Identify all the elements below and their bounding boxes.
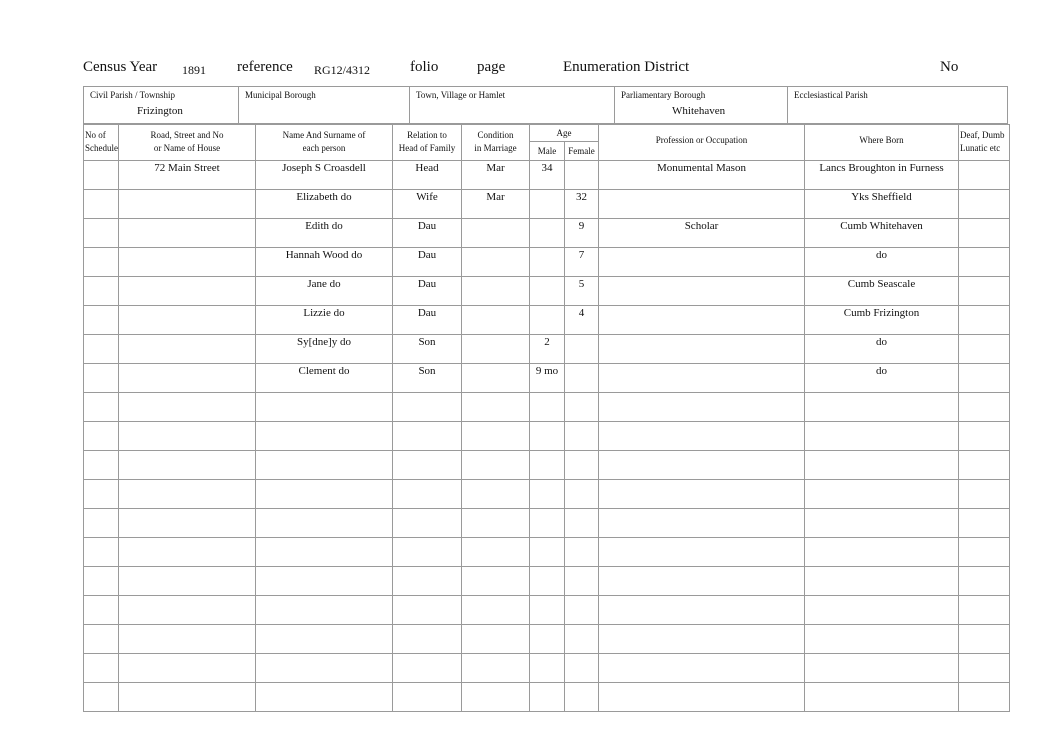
cell-condition [462,277,530,306]
cell-born: Cumb Frizington [805,306,959,335]
col-relation-line1: Relation to [407,130,447,140]
cell-condition [462,248,530,277]
col-male-header: Male [530,142,565,161]
cell-relation: Dau [393,306,462,335]
cell-street [119,335,256,364]
cell-name [256,596,393,625]
cell-deaf [959,306,1010,335]
enumeration-district-label: Enumeration District [563,59,690,75]
cell-name: Clement do [256,364,393,393]
cell-street [119,683,256,712]
cell-female [565,161,599,190]
civil-parish-cell [84,87,239,123]
cell-street [119,277,256,306]
cell-female [565,393,599,422]
table-row [84,538,1010,567]
cell-profession [599,480,805,509]
cell-schedule [84,190,119,219]
cell-female [565,538,599,567]
civil-parish-label: Civil Parish / Township [90,90,175,100]
cell-street [119,596,256,625]
cell-profession [599,306,805,335]
cell-born [805,509,959,538]
cell-deaf [959,480,1010,509]
cell-name [256,625,393,654]
cell-male [530,248,565,277]
parliamentary-borough-label: Parliamentary Borough [621,90,706,100]
cell-profession [599,335,805,364]
cell-condition [462,219,530,248]
cell-name [256,393,393,422]
cell-female [565,422,599,451]
cell-schedule [84,538,119,567]
cell-profession [599,567,805,596]
cell-female [565,364,599,393]
cell-schedule [84,509,119,538]
cell-male [530,596,565,625]
cell-male [530,683,565,712]
cell-deaf [959,248,1010,277]
cell-street [119,538,256,567]
cell-deaf [959,451,1010,480]
cell-street [119,480,256,509]
col-name-line2: each person [302,143,346,153]
table-row [84,422,1010,451]
cell-male [530,538,565,567]
cell-profession [599,248,805,277]
cell-schedule [84,393,119,422]
cell-schedule [84,567,119,596]
parliamentary-borough-value: Whitehaven [672,105,726,117]
table-row [84,596,1010,625]
cell-female [565,480,599,509]
cell-street [119,306,256,335]
cell-relation: Dau [393,219,462,248]
cell-condition: Mar [462,190,530,219]
cell-relation: Dau [393,248,462,277]
cell-name [256,451,393,480]
cell-condition [462,567,530,596]
cell-condition [462,625,530,654]
cell-profession [599,451,805,480]
cell-male: 9 mo [530,364,565,393]
cell-deaf [959,683,1010,712]
col-condition-header [462,125,530,161]
reference-value: RG12/4312 [314,63,371,77]
table-row [84,625,1010,654]
cell-male [530,277,565,306]
page-label: page [477,59,506,75]
cell-born [805,480,959,509]
cell-profession: Scholar [599,219,805,248]
col-deaf-line2: Lunatic etc [960,143,1001,153]
cell-street: 72 Main Street [119,161,256,190]
cell-male [530,451,565,480]
cell-schedule [84,422,119,451]
col-street-line1: Road, Street and No [150,130,224,140]
cell-street [119,654,256,683]
cell-name [256,480,393,509]
cell-street [119,364,256,393]
cell-deaf [959,219,1010,248]
cell-condition [462,451,530,480]
cell-relation [393,567,462,596]
cell-name [256,683,393,712]
cell-deaf [959,625,1010,654]
cell-relation [393,538,462,567]
cell-female [565,335,599,364]
cell-name [256,509,393,538]
cell-female [565,654,599,683]
cell-deaf [959,161,1010,190]
col-schedule-line1: No of [85,130,106,140]
table-row [84,364,1010,393]
cell-male [530,219,565,248]
cell-born [805,654,959,683]
cell-condition [462,364,530,393]
cell-relation [393,422,462,451]
table-row [84,190,1010,219]
cell-female: 4 [565,306,599,335]
cell-deaf [959,190,1010,219]
cell-male [530,393,565,422]
cell-name: Sy[dne]y do [256,335,393,364]
cell-relation [393,683,462,712]
cell-profession [599,422,805,451]
cell-deaf [959,393,1010,422]
cell-name [256,567,393,596]
cell-deaf [959,654,1010,683]
cell-schedule [84,219,119,248]
cell-relation: Dau [393,277,462,306]
table-row [84,306,1010,335]
cell-born [805,683,959,712]
cell-condition [462,335,530,364]
col-deaf-line1: Deaf, Dumb [960,130,1005,140]
col-born-header: Where Born [805,125,959,161]
cell-male [530,625,565,654]
table-row [84,219,1010,248]
col-street-header [119,125,256,161]
cell-relation [393,625,462,654]
cell-street [119,451,256,480]
cell-schedule [84,654,119,683]
cell-female [565,451,599,480]
cell-male [530,654,565,683]
cell-relation [393,393,462,422]
table-row [84,683,1010,712]
cell-male [530,480,565,509]
cell-female [565,509,599,538]
cell-street [119,625,256,654]
cell-profession [599,596,805,625]
cell-female: 7 [565,248,599,277]
cell-born [805,596,959,625]
cell-male: 2 [530,335,565,364]
cell-profession: Monumental Mason [599,161,805,190]
cell-street [119,567,256,596]
cell-female [565,596,599,625]
cell-relation [393,596,462,625]
col-condition-line1: Condition [477,130,514,140]
municipal-borough-label: Municipal Borough [245,90,316,100]
cell-born: Cumb Seascale [805,277,959,306]
cell-male [530,190,565,219]
cell-profession [599,625,805,654]
cell-schedule [84,364,119,393]
col-profession-header: Profession or Occupation [599,125,805,161]
town-label: Town, Village or Hamlet [416,90,506,100]
reference-label: reference [237,59,293,75]
cell-male [530,422,565,451]
census-year: 1891 [182,63,206,77]
cell-street [119,509,256,538]
cell-relation: Wife [393,190,462,219]
cell-schedule [84,683,119,712]
no-label: No [940,59,959,75]
col-schedule-line2: Schedule [85,143,118,153]
municipal-borough-cell [239,87,410,123]
cell-relation [393,654,462,683]
cell-born [805,625,959,654]
cell-street [119,219,256,248]
cell-deaf [959,277,1010,306]
cell-profession [599,683,805,712]
table-row [84,654,1010,683]
col-relation-line2: Head of Family [398,143,456,153]
cell-condition [462,480,530,509]
cell-female: 9 [565,219,599,248]
cell-name: Lizzie do [256,306,393,335]
cell-deaf [959,567,1010,596]
census-table [83,124,1010,712]
cell-female: 32 [565,190,599,219]
cell-profession [599,654,805,683]
census-body [84,161,1010,712]
col-schedule-header [84,125,119,161]
folio-label: folio [410,59,439,75]
cell-name [256,422,393,451]
cell-born: Cumb Whitehaven [805,219,959,248]
col-female-header: Female [565,142,599,161]
cell-name [256,654,393,683]
table-row [84,509,1010,538]
cell-condition: Mar [462,161,530,190]
cell-relation: Son [393,364,462,393]
cell-schedule [84,306,119,335]
cell-condition [462,654,530,683]
col-relation-header [393,125,462,161]
cell-deaf [959,364,1010,393]
parliamentary-borough-cell [615,87,788,123]
cell-male [530,567,565,596]
cell-relation: Head [393,161,462,190]
cell-condition [462,306,530,335]
col-name-line1: Name And Surname of [282,130,366,140]
cell-male [530,509,565,538]
cell-born [805,393,959,422]
cell-schedule [84,480,119,509]
cell-condition [462,393,530,422]
cell-condition [462,509,530,538]
cell-born: do [805,335,959,364]
cell-condition [462,538,530,567]
cell-name: Joseph S Croasdell [256,161,393,190]
cell-schedule [84,161,119,190]
cell-name: Hannah Wood do [256,248,393,277]
civil-parish-value: Frizington [137,105,183,117]
cell-deaf [959,335,1010,364]
col-street-line2: or Name of House [153,143,221,153]
cell-female [565,683,599,712]
cell-male: 34 [530,161,565,190]
cell-profession [599,538,805,567]
table-row [84,161,1010,190]
cell-street [119,422,256,451]
table-row [84,248,1010,277]
cell-born: do [805,248,959,277]
cell-born [805,422,959,451]
cell-street [119,248,256,277]
ecclesiastical-parish-label: Ecclesiastical Parish [794,90,868,100]
table-row [84,451,1010,480]
town-cell [410,87,615,123]
cell-profession [599,190,805,219]
col-condition-line2: in Marriage [474,143,517,153]
cell-born [805,451,959,480]
cell-deaf [959,538,1010,567]
cell-profession [599,364,805,393]
table-row [84,277,1010,306]
cell-deaf [959,422,1010,451]
cell-condition [462,683,530,712]
ecclesiastical-parish-cell [788,87,1007,123]
col-age-header: Age [530,125,599,142]
table-row [84,393,1010,422]
cell-schedule [84,335,119,364]
col-name-header [256,125,393,161]
cell-born: Yks Sheffield [805,190,959,219]
col-deaf-header [959,125,1010,161]
cell-profession [599,393,805,422]
cell-relation [393,509,462,538]
table-row [84,480,1010,509]
cell-condition [462,596,530,625]
cell-female: 5 [565,277,599,306]
cell-deaf [959,596,1010,625]
cell-relation: Son [393,335,462,364]
cell-female [565,567,599,596]
cell-name: Elizabeth do [256,190,393,219]
parish-info-row [83,86,1008,124]
cell-profession [599,509,805,538]
cell-schedule [84,596,119,625]
cell-female [565,625,599,654]
cell-condition [462,422,530,451]
cell-name: Edith do [256,219,393,248]
table-row [84,335,1010,364]
cell-name [256,538,393,567]
cell-born: do [805,364,959,393]
table-row [84,567,1010,596]
cell-deaf [959,509,1010,538]
cell-profession [599,277,805,306]
cell-relation [393,451,462,480]
cell-street [119,393,256,422]
cell-born: Lancs Broughton in Furness [805,161,959,190]
cell-male [530,306,565,335]
cell-street [119,190,256,219]
cell-relation [393,480,462,509]
census-year-label: Census Year [83,59,158,75]
cell-born [805,567,959,596]
cell-schedule [84,451,119,480]
cell-born [805,538,959,567]
cell-schedule [84,277,119,306]
cell-name: Jane do [256,277,393,306]
cell-schedule [84,248,119,277]
cell-schedule [84,625,119,654]
